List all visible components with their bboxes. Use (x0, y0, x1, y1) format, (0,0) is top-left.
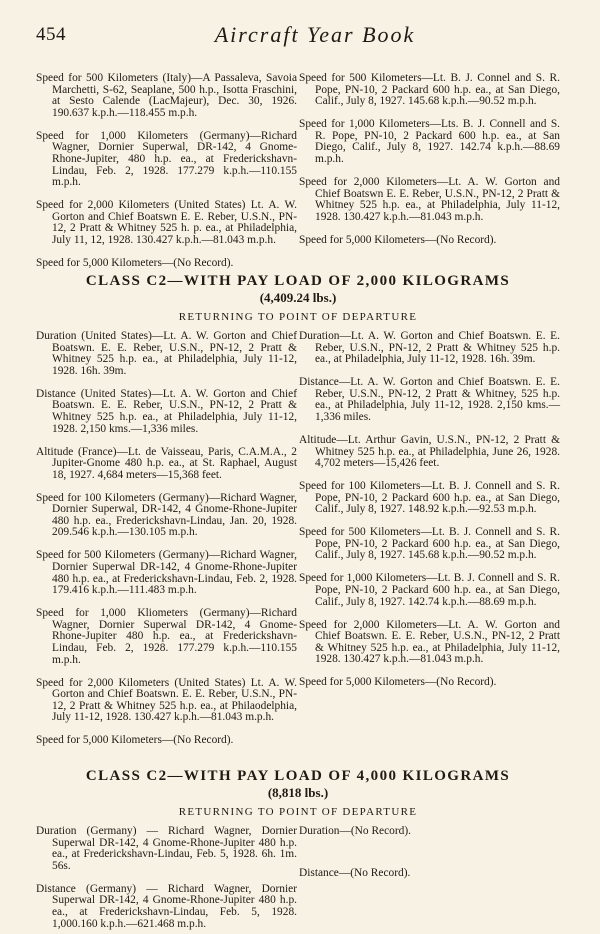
section-heading: CLASS C2—WITH PAY LOAD OF 2,000 KILOGRAMS (85, 273, 511, 289)
record-entry: Duration (Germany) — Richard Wagner, Dornier Superwal DR-142, 4 Gnome-Rhone-Jupiter 480 h.p. ea., at Frederickshavn-Lindau, Feb. 5, 1928. 6h. 1m. 56s. (36, 825, 297, 872)
record-entry: Speed for 500 Kilometers—Lt. B. J. Connell and S. R. Pope, PN-10, 2 Packard 600 h.p. ea., at San Diego, Calif., July 8, 1927. 145.68 k.p.h.—90.52 m.p.h. (299, 526, 560, 562)
section-heading: CLASS C2—WITH PAY LOAD OF 4,000 KILOGRAMS (85, 768, 511, 784)
record-entry: Distance—(No Record). (299, 866, 411, 879)
section-subheading: RETURNING TO POINT OF DEPARTURE (178, 806, 418, 818)
record-entry: Speed for 500 Kilometers (Italy)—A Passaleva, Savoia Marchetti, S-62, Seaplane, 500 h.p., Isotta Fraschini, at Sesto Calende (LacMajeur), Dec. 30, 1926. 190.637 k.p.h.—118.455 m.p.h. (36, 72, 297, 119)
record-entry: Speed for 5,000 Kilometers—(No Record). (36, 256, 234, 269)
section-weight: (8,818 lbs.) (267, 785, 329, 800)
continued-records (36, 73, 560, 272)
left-column (36, 73, 297, 272)
record-entry: Speed for 1,000 Kilometers—Lts. B. J. Connell and S. R. Pope, PN-10, 2 Packard 600 h.p. ea., at San Diego, Calif., July 8, 1927. 142.74 k.p.h.—88.69 m.p.h. (299, 118, 560, 165)
record-entry: Speed for 5,000 Kilometers—(No Record). (36, 734, 234, 747)
record-entry: Speed for 100 Kilometers (Germany)—Richard Wagner, Dornier Superwal, DR-142, 4 Gnome-Rhone-Jupiter 480 h.p. ea., Frederickshavn-Lindau, Jan. 20, 1928. 209.546 k.p.h.—130.105 m.p.h. (36, 491, 297, 539)
record-entry: Distance—Lt. A. W. Gorton and Chief Boatswn. E. E. Reber, U.S.N., PN-12, 2 Pratt & Whitney, 525 h.p. ea., at Philadelphia, July 11-12, 1928. 2,150 kms.—1,336 miles. (299, 376, 560, 423)
record-entry: Speed for 2,000 Kilometers—Lt. A. W. Gorton and Chief Boatswn E. E. Reber, U.S.N., PN-12, 2 Pratt & Whitney 525 h.p. ea., at Philadelphia, July 11-12, 1928. 130.427 k.p.h.—81.043 m.p.h. (299, 175, 560, 223)
left-column (36, 331, 297, 750)
section-weight: (4,409.24 lbs.) (259, 290, 337, 305)
record-entry: Duration—Lt. A. W. Gorton and Chief Boatswn. E. E. Reber, U.S.N., PN-12, 2 Pratt & Whitney 525 h.p. ea., at Philadelphia, July 11-12, 1928. 16h. 39m. (299, 330, 560, 366)
right-column (299, 826, 560, 933)
record-entry: Speed for 1,000 Kliometers (Germany)—Richard Wagner, Dornier Superwal DR-142, 4 Gnome-Rhone-Jupiter 480 h.p. ea., at Frederickshavn-Lindau, Feb. 2, 1928. 177.279 k.p.h.—110.155 m.p.h. (36, 607, 297, 666)
record-entry: Distance (United States)—Lt. A. W. Gorton and Chief Boatswn. E. E. Reber, U.S.N., PN-12, 2 Pratt & Whitney 525 h.p. ea., at Philadelphia, July 11-12, 1928. 2,150 kms.—1,336 miles. (36, 387, 297, 435)
record-entry: Duration—(No Record). (299, 825, 411, 837)
record-entry: Speed for 5,000 Kilometers—(No Record). (299, 676, 497, 689)
left-column (36, 826, 297, 933)
record-entry: Altitude (France)—Lt. de Vaisseau, Paris, C.A.M.A., 2 Jupiter-Gnome 480 h.p. ea., at St. Raphael, August 18, 1927. 4,684 meters—15,368 feet. (36, 445, 297, 481)
record-entry: Distance (Germany) — Richard Wagner, Dornier Superwal DR-142, 4 Gnome-Rhone-Jupiter 480 h.p. ea., at Frederickshavn-Lindau, Feb. 5, 1928. 1,000.160 k.p.h.—621.468 m.p.h. (36, 882, 297, 930)
record-entry: Speed for 2,000 Kilometers (United States) Lt. A. W. Gorton and Chief Boatswn. E. E. Reber, U.S.N., PN-12, 2 Pratt & Whitney 525 h.p. ea., at Philaodelphia, July 11-12, 1928. 130.427 k.p.h.—81.043 m.p.h. (36, 676, 297, 724)
record-entry: Speed for 500 Kilometers (Germany)—Richard Wagner, Dornier Superwal DR-142, 4 Gnome-Rhone-Jupiter 480 h.p. ea., at Frederickshavn-Lindau, Feb. 2, 1928. 179.416 k.p.h.—111.483 m.p.h. (36, 549, 297, 597)
page-header (36, 22, 564, 52)
section-subheading: RETURNING TO POINT OF DEPARTURE (178, 311, 418, 323)
class-c2-4000kg-section (36, 768, 560, 933)
running-title: Aircraft Year Book (214, 22, 416, 47)
right-column (299, 331, 560, 750)
record-entry: Speed for 500 Kilometers—Lt. B. J. Connel and S. R. Pope, PN-10, 2 Packard 600 h.p. ea., at San Diego, Calif., July 8, 1927. 145.68 k.p.h.—90.52 m.p.h. (299, 72, 560, 108)
page-number: 454 (36, 24, 66, 45)
record-entry: Speed for 5,000 Kilometers—(No Record). (299, 233, 497, 246)
record-entry: Speed for 100 Kilometers—Lt. B. J. Connell and S. R. Pope, PN-10, 2 Packard 600 h.p. ea., at San Diego, Calif., July 8, 1927. 148.92 k.p.h.—92.53 m.p.h. (299, 480, 560, 516)
record-entry: Speed for 2,000 Kilometers (United States) Lt. A. W. Gorton and Chief Boatswn E. E. Reber, U.S.N., PN-12, 2 Pratt & Whitney 525 h. p. ea., at Philadelphia, July 11, 12, 1928. 130.427 k.p.h.—81.043 m.p.h. (36, 199, 297, 246)
class-c2-2000kg-section (36, 273, 560, 750)
record-entry: Duration (United States)—Lt. A. W. Gorton and Chief Boatswn. E. E. Reber, U.S.N., PN-12, 2 Pratt & Whitney 525 h.p. ea., at Philadelphia, July 11-12, 1928. 16h. 39m. (36, 330, 297, 377)
right-column (299, 73, 560, 272)
record-entry: Altitude—Lt. Arthur Gavin, U.S.N., PN-12, 2 Pratt & Whitney 525 h.p. ea., at Philadelphia, June 26, 1928. 4,702 meters—15,426 feet. (299, 433, 560, 470)
record-entry: Speed for 2,000 Kilometers—Lt. A. W. Gorton and Chief Boatswn. E. E. Reber, U.S.N., PN-12, 2 Pratt & Whitney 525 h.p. ea., at Philadelphia, July 11-12, 1928. 130.427 k.p.h.—81.043 m.p.h. (299, 618, 560, 666)
record-entry: Speed for 1,000 Kilometers—Lt. B. J. Connell and S. R. Pope, PN-10, 2 Packard 600 h.p. ea., at San Diego, Calif., July 8, 1927. 142.74 k.p.h.—88.69 m.p.h. (299, 572, 560, 608)
record-entry: Speed for 1,000 Kilometers (Germany)—Richard Wagner, Dornier Superwal, DR-142, 4 Gnome-Rhone-Jupiter, 480 h.p. ea., at Frederickshavn-Lindau, Feb. 2, 1928. 177.279 k.p.h.—110.155 m.p.h. (36, 129, 297, 189)
